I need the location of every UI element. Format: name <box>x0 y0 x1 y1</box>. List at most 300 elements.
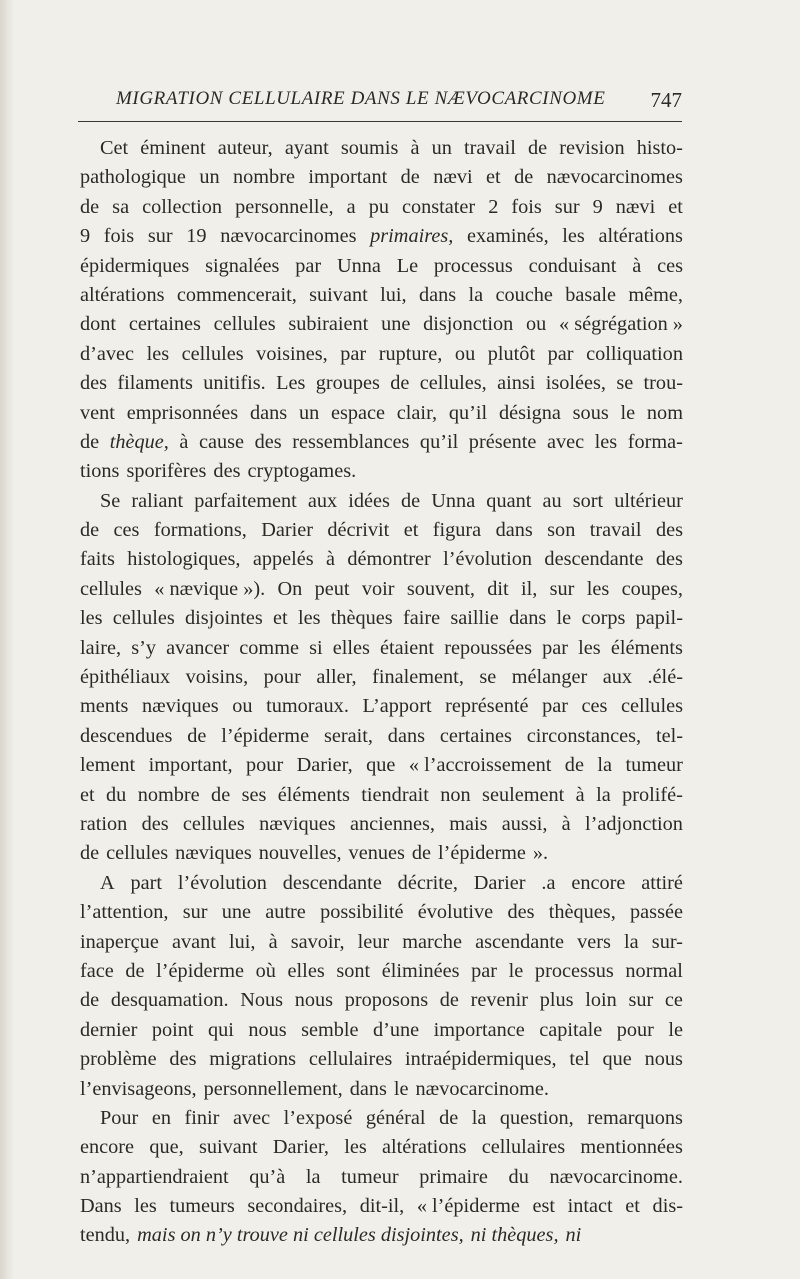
word: il, <box>521 577 538 600</box>
word: les <box>297 607 321 630</box>
word: « ségrégation » <box>559 313 683 336</box>
word: nævocarcinome. <box>415 1077 550 1100</box>
word: constater <box>401 195 476 218</box>
word: même, <box>628 283 683 306</box>
word: aux <box>602 666 632 689</box>
word: remarquons <box>587 1106 683 1129</box>
word: à <box>632 254 642 277</box>
word: finalement, <box>372 666 464 689</box>
word: tumeur <box>625 754 683 777</box>
word: soumis <box>340 137 399 159</box>
word: savoir, <box>290 930 345 953</box>
word: 9 <box>80 225 91 248</box>
word: L’apport <box>362 695 432 718</box>
word: sous <box>572 401 609 424</box>
word: colliquation <box>586 342 683 365</box>
word: son <box>547 519 576 542</box>
word: les <box>344 1136 367 1159</box>
word: qu’il <box>419 430 459 453</box>
word: cellules <box>182 812 245 835</box>
word: Le <box>396 254 419 277</box>
word: s’y <box>131 636 157 659</box>
word: groupes <box>315 372 380 395</box>
word: à <box>326 548 336 571</box>
word: travail <box>589 519 642 542</box>
word: question, <box>499 1106 574 1129</box>
word: sur <box>147 225 173 248</box>
word: corps <box>581 607 626 630</box>
text-line <box>80 869 683 898</box>
word: .a <box>541 871 556 894</box>
word: la <box>305 1165 321 1188</box>
word: A <box>100 871 115 894</box>
word: fois <box>511 195 542 218</box>
word: revision <box>559 137 625 159</box>
word: par <box>542 636 569 659</box>
word: laire, <box>80 636 122 659</box>
text-line <box>80 575 683 604</box>
word: la <box>471 1106 487 1129</box>
word: du <box>508 1165 529 1188</box>
word: problème <box>80 1048 157 1071</box>
word: dit-il, <box>359 1195 405 1218</box>
text-line <box>80 1163 683 1192</box>
text-line <box>80 369 683 398</box>
word: proposons <box>344 989 429 1012</box>
word: éminent <box>140 137 206 159</box>
word: par <box>547 342 574 365</box>
word: descendante <box>282 871 382 894</box>
word: thèques, <box>548 901 616 924</box>
word: ou <box>454 342 476 365</box>
word: næviques <box>175 842 252 865</box>
word: encore <box>80 1136 135 1159</box>
word: descendante <box>544 548 644 571</box>
word: de <box>187 724 207 747</box>
word: l’épiderme <box>156 959 245 982</box>
word: voir <box>361 577 395 600</box>
word: primaires, <box>370 225 454 248</box>
word: figura <box>432 519 482 542</box>
word: l’attention, <box>80 901 169 924</box>
word: vent <box>80 401 115 424</box>
text-line <box>80 340 683 369</box>
word: ascendante <box>475 930 565 953</box>
word: ces <box>581 695 608 718</box>
word: général <box>365 1106 426 1129</box>
word: à <box>179 430 189 453</box>
word: circonstances, <box>526 724 642 747</box>
word: le <box>620 401 636 424</box>
word: finir <box>184 1106 220 1129</box>
word: tions <box>80 460 120 483</box>
word: l’évolution <box>443 548 533 571</box>
word: certaines <box>128 313 201 336</box>
word: étaient <box>380 636 435 659</box>
word: se <box>479 666 497 689</box>
word: un <box>298 401 320 424</box>
word: 9 <box>592 195 603 218</box>
word: commencerait, <box>176 283 297 306</box>
word: « l’épiderme <box>416 1195 520 1218</box>
paragraph <box>80 1104 683 1251</box>
text-line <box>80 692 683 721</box>
word: vers <box>577 930 611 953</box>
word: trou- <box>643 372 683 395</box>
word: point <box>151 1018 194 1041</box>
word: tumoraux. <box>266 695 349 718</box>
word: non <box>440 783 471 806</box>
word: .élé- <box>647 666 683 689</box>
word: éléments <box>610 636 683 659</box>
word: quant <box>486 489 532 512</box>
word: ainsi <box>497 372 536 395</box>
word: sur <box>182 901 208 924</box>
word: elles <box>287 959 325 982</box>
word: que <box>366 754 396 777</box>
word: dans <box>495 519 533 542</box>
word: examinés, <box>466 225 549 248</box>
word: présente <box>468 430 537 453</box>
word: mais <box>449 812 488 835</box>
word: le <box>668 1018 683 1041</box>
word: avancer <box>166 636 230 659</box>
word: de <box>439 989 459 1012</box>
word: le <box>393 1077 409 1100</box>
word: pour <box>246 754 284 777</box>
word: mais on n’y trouve ni cellules disjointes, <box>137 1224 464 1247</box>
word: lement <box>80 754 136 777</box>
word: l’évolution <box>177 871 267 894</box>
word: Unna <box>336 254 381 277</box>
text-line <box>80 134 683 163</box>
word: 2 <box>488 195 499 218</box>
word: prolifé- <box>622 783 683 806</box>
word: subiraient <box>288 313 369 336</box>
word: raliant <box>131 489 184 512</box>
paragraph <box>80 869 683 1104</box>
word: de <box>125 959 145 982</box>
word: part <box>130 871 163 894</box>
word: nævi <box>615 195 656 218</box>
word: plutôt <box>487 342 536 365</box>
word: qu’à <box>249 1165 286 1188</box>
word: la <box>468 283 484 306</box>
word: cellules <box>621 695 683 718</box>
word: næviques <box>142 695 219 718</box>
text-line <box>80 545 683 574</box>
word: à <box>561 812 571 835</box>
text-line <box>80 1045 683 1074</box>
word: et <box>403 519 419 542</box>
word: histo- <box>636 137 683 159</box>
text-line <box>80 928 683 957</box>
word: altérations <box>80 283 165 306</box>
word: sur <box>549 577 575 600</box>
body-text <box>80 134 683 1251</box>
word: qu’il <box>448 401 488 424</box>
word: encore <box>571 871 626 894</box>
word: pu <box>368 195 389 218</box>
word: dis- <box>652 1195 683 1218</box>
word: des <box>507 901 535 924</box>
word: sur <box>554 195 580 218</box>
word: nombre <box>137 783 200 806</box>
word: Pour <box>100 1106 139 1129</box>
word: idées <box>348 489 390 512</box>
word: de <box>80 195 100 218</box>
word: dans <box>349 1077 387 1100</box>
word: de <box>411 842 432 865</box>
word: marche <box>402 930 462 953</box>
word: voisines, <box>256 342 328 365</box>
word: emprisonnées <box>126 401 239 424</box>
text-line <box>80 1016 683 1045</box>
word: basale <box>565 283 616 306</box>
word: næviques <box>259 812 336 835</box>
word: tiendrait <box>361 783 429 806</box>
word: des <box>169 1048 197 1071</box>
word: dans <box>509 607 547 630</box>
word: nous <box>644 1048 683 1071</box>
word: ses <box>241 783 267 806</box>
word: l’épiderme <box>438 842 526 865</box>
word: couche <box>495 283 553 306</box>
word: important <box>308 166 388 189</box>
word: le <box>508 959 524 982</box>
word: la <box>597 754 613 777</box>
word: des <box>655 548 683 571</box>
word: cellulaires <box>481 1136 566 1159</box>
word: Les <box>276 372 306 395</box>
word: appelés <box>252 548 314 571</box>
word: repoussées <box>444 636 533 659</box>
word: n’appartiendraient <box>80 1165 229 1188</box>
word: nævi <box>433 166 473 189</box>
word: altérations <box>598 225 683 248</box>
text-line <box>80 487 683 516</box>
paragraph <box>80 487 683 869</box>
word: une <box>381 313 411 336</box>
text-line <box>80 663 683 692</box>
word: l’envisageons, <box>80 1077 197 1100</box>
text-line <box>80 722 683 751</box>
word: de <box>80 842 100 865</box>
word: dans <box>249 401 288 424</box>
word: thèques <box>330 607 393 630</box>
word: ou <box>232 695 253 718</box>
text-line <box>80 457 683 486</box>
word: des <box>213 460 241 483</box>
word: représenté <box>445 695 529 718</box>
word: important, <box>148 754 233 777</box>
word: que, <box>149 1136 184 1159</box>
word: coupes, <box>621 577 683 600</box>
word: l’exposé <box>283 1106 353 1129</box>
word: certaines <box>439 724 512 747</box>
text-line <box>80 986 683 1015</box>
word: 19 <box>186 225 207 248</box>
word: nævocarcinomes <box>220 225 357 248</box>
word: un <box>431 137 452 159</box>
word: desquamation. <box>110 989 229 1012</box>
word: aller, <box>316 666 357 689</box>
word: des <box>141 812 169 835</box>
word: personnellement, <box>203 1077 343 1100</box>
word: mentionnées <box>580 1136 683 1159</box>
word: conduisant <box>528 254 617 277</box>
word: venues <box>348 842 405 865</box>
word: dans <box>418 283 457 306</box>
word: qui <box>207 1018 234 1041</box>
word: espace <box>330 401 386 424</box>
word: nouvelles, <box>258 842 342 865</box>
word: isolées, <box>545 372 606 395</box>
word: cause <box>199 430 245 453</box>
word: ultérieur <box>614 489 683 512</box>
text-line <box>80 898 683 927</box>
word: d’une <box>372 1018 420 1041</box>
word: unitifis. <box>203 372 266 395</box>
word: face <box>80 959 114 982</box>
word: par <box>295 254 322 277</box>
word: plus <box>539 989 574 1012</box>
word: processus <box>534 959 614 982</box>
word: les <box>562 225 585 248</box>
word: cryptogames. <box>247 460 357 483</box>
text-line <box>80 252 683 281</box>
word: Unna <box>431 489 476 512</box>
word: possibilité <box>320 901 404 924</box>
word: au <box>542 489 562 512</box>
word: sort <box>572 489 604 512</box>
word: les <box>80 607 103 630</box>
word: de <box>527 137 548 159</box>
text-line <box>80 810 683 839</box>
word: nævocarcinome. <box>549 1165 683 1188</box>
text-line <box>80 281 683 310</box>
word: une <box>221 901 252 924</box>
word: du <box>106 783 127 806</box>
word: pour <box>263 666 301 689</box>
word: parfaitement <box>194 489 297 512</box>
word: l’adjonction <box>584 812 683 835</box>
word: comme <box>239 636 299 659</box>
word: où <box>255 959 276 982</box>
text-line <box>80 1104 683 1133</box>
word: cellules <box>106 842 169 865</box>
word: décrivit <box>327 519 390 542</box>
word: importance <box>433 1018 525 1041</box>
word: histologiques, <box>127 548 241 571</box>
page-edge-shadow <box>0 0 14 1279</box>
word: ces <box>113 519 140 542</box>
word: tumeur <box>341 1165 399 1188</box>
word: d’avec <box>80 342 135 365</box>
word: des <box>655 519 683 542</box>
word: et <box>486 166 501 189</box>
text-line <box>80 516 683 545</box>
word: aussi, <box>501 812 548 835</box>
word: sa <box>112 195 130 218</box>
word: revenir <box>470 989 529 1012</box>
word: pour <box>616 1018 654 1041</box>
word: de <box>390 372 410 395</box>
word: semble <box>301 1018 359 1041</box>
word: seulement <box>482 783 565 806</box>
word: dans <box>387 724 425 747</box>
word: le <box>556 607 572 630</box>
word: de <box>401 489 421 512</box>
word: cellules, <box>419 372 487 395</box>
word: personnelle, <box>235 195 334 218</box>
word: lui, <box>228 930 256 953</box>
word: voisins, <box>185 666 249 689</box>
word: ayant <box>284 137 329 159</box>
word: que <box>602 1048 632 1071</box>
word: migrations <box>209 1048 297 1071</box>
word: sporifères <box>126 460 207 483</box>
word: par <box>471 959 498 982</box>
word: serait, <box>323 724 373 747</box>
word: cellules <box>181 342 244 365</box>
word: les <box>594 430 618 453</box>
word: processus <box>433 254 513 277</box>
word: tel- <box>655 724 683 747</box>
word: intact <box>567 1195 613 1218</box>
word: autre <box>265 901 306 924</box>
word: disjonction <box>423 313 514 336</box>
running-title: MIGRATION CELLULAIRE DANS LE NÆVOCARCINOME <box>116 88 606 109</box>
word: avant <box>171 930 216 953</box>
word: de <box>514 166 534 189</box>
text-line <box>80 957 683 986</box>
word: filaments <box>117 372 193 395</box>
word: rupture, <box>378 342 443 365</box>
word: souvent, <box>406 577 475 600</box>
word: épithéliaux <box>80 666 171 689</box>
word: et <box>668 195 683 218</box>
word: capitale <box>539 1018 603 1041</box>
word: dernier <box>80 1018 138 1041</box>
word: par <box>340 342 367 365</box>
word: disjointes <box>185 607 263 630</box>
word: signalées <box>205 254 280 277</box>
text-line <box>80 310 683 339</box>
word: les <box>578 636 601 659</box>
word: forma- <box>627 430 683 453</box>
text-line <box>80 751 683 780</box>
word: Darier <box>261 519 313 542</box>
word: lui, <box>380 283 407 306</box>
word: à <box>268 930 278 953</box>
running-head <box>78 86 692 116</box>
word: tel <box>569 1048 590 1071</box>
word: nom <box>646 401 683 424</box>
text-line <box>80 222 683 251</box>
word: sont <box>336 959 371 982</box>
word: papil- <box>635 607 683 630</box>
word: clair, <box>396 401 438 424</box>
text-line <box>80 634 683 663</box>
text-line <box>80 1133 683 1162</box>
text-line <box>80 839 683 868</box>
word: nous <box>294 989 334 1012</box>
word: ressemblances <box>292 430 410 453</box>
word: primaire <box>419 1165 488 1188</box>
word: et <box>625 1195 640 1218</box>
word: les <box>146 342 170 365</box>
